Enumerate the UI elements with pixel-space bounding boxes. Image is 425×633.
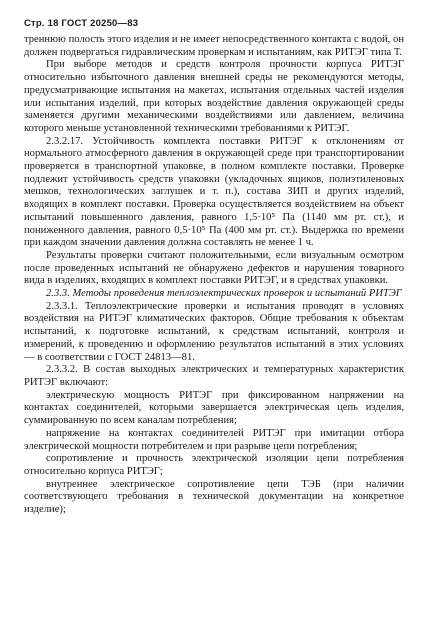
paragraph: треннюю полость этого изделия и не имеет непосредственного контакта с водой, он должен подвергаться гидравлическим проверкам и испытаниям, как РИТЭГ типа Т. [24,34,404,58]
paragraph: 2.3.3.1. Теплоэлектрические проверки и испытания проводят в условиях воздействия на РИТЭГ климатических факторов. Общие требования к объектам испытаний, к подготовке испытаний, к средствам испытаний, контроля и измерений, к проведению и оформлению результатов испытаний в этих условиях — в соответствии с ГОСТ 24813—81. [24,300,404,363]
page-header: Стр. 18 ГОСТ 20250—83 [24,18,139,29]
paragraph: При выборе методов и средств контроля прочности корпуса РИТЭГ относительно избыточного давления внешней среды не рекомендуются методы, предусматривающие испытания на макетах, испытания отдельных частей изделия или испытания изделий, при которых воздействие давления окружающей среды заменяется другими механическими воздействиями или давлением, величина которого меньше установленной техническими требованиями к РИТЭГ. [24,59,404,134]
paragraph: электрическую мощность РИТЭГ при фиксированном напряжении на контактах соединителей, которыми завершается электрическая цепь изделия, суммированную по всем каналам потребления; [24,389,404,427]
paragraph: напряжение на контактах соединителей РИТЭГ при имитации отбора электрической мощности потребителем и при разрыве цепи потребления; [24,427,404,452]
paragraph: сопротивление и прочность электрической изоляции цепи потребления относительно корпуса РИТЭГ; [24,453,404,477]
section-heading: 2.3.3. Методы проведения теплоэлектрических проверок и испытаний РИТЭГ [46,288,402,300]
paragraph: 2.3.2.17. Устойчивость комплекта поставки РИТЭГ к отклонениям от нормального атмосферного давления в окружающей среде при транспортировании проверяется в транспортной упаковке, в полном комплекте поставки. Проверке подлежит устойчивость средств упаковки (укладочных ящиков, полиэтиленовых мешков, технологических заглушек и т. п.), состава ЗИП и других изделий, входящих в комплект поставки. Проверка осуществляется воздействием на объект испытаний повышенного давления, равного 1,5·10⁵ Па (1140 мм рт. ст.), и пониженного давления, равного 0,5·10⁵ Па (400 мм рт. ст.). Выдержка по времени при каждом значении давления должна составлять не менее 1 ч. [24,135,404,249]
paragraph: Результаты проверки считают положительными, если визуальным осмотром после проведенных испытаний не обнаружено дефектов и нарушения товарного вида в изделиях, входящих в комплект поставки РИТЭГ, и в средствах упаковки. [24,249,404,287]
paragraph: внутреннее электрическое сопротивление цепи ТЭБ (при наличии соответствующего требования в технической документации на конкретное изделие); [24,478,404,516]
document-body [24,34,404,517]
paragraph: 2.3.3.2. В состав выходных электрических и температурных характеристик РИТЭГ включают: [24,364,404,388]
